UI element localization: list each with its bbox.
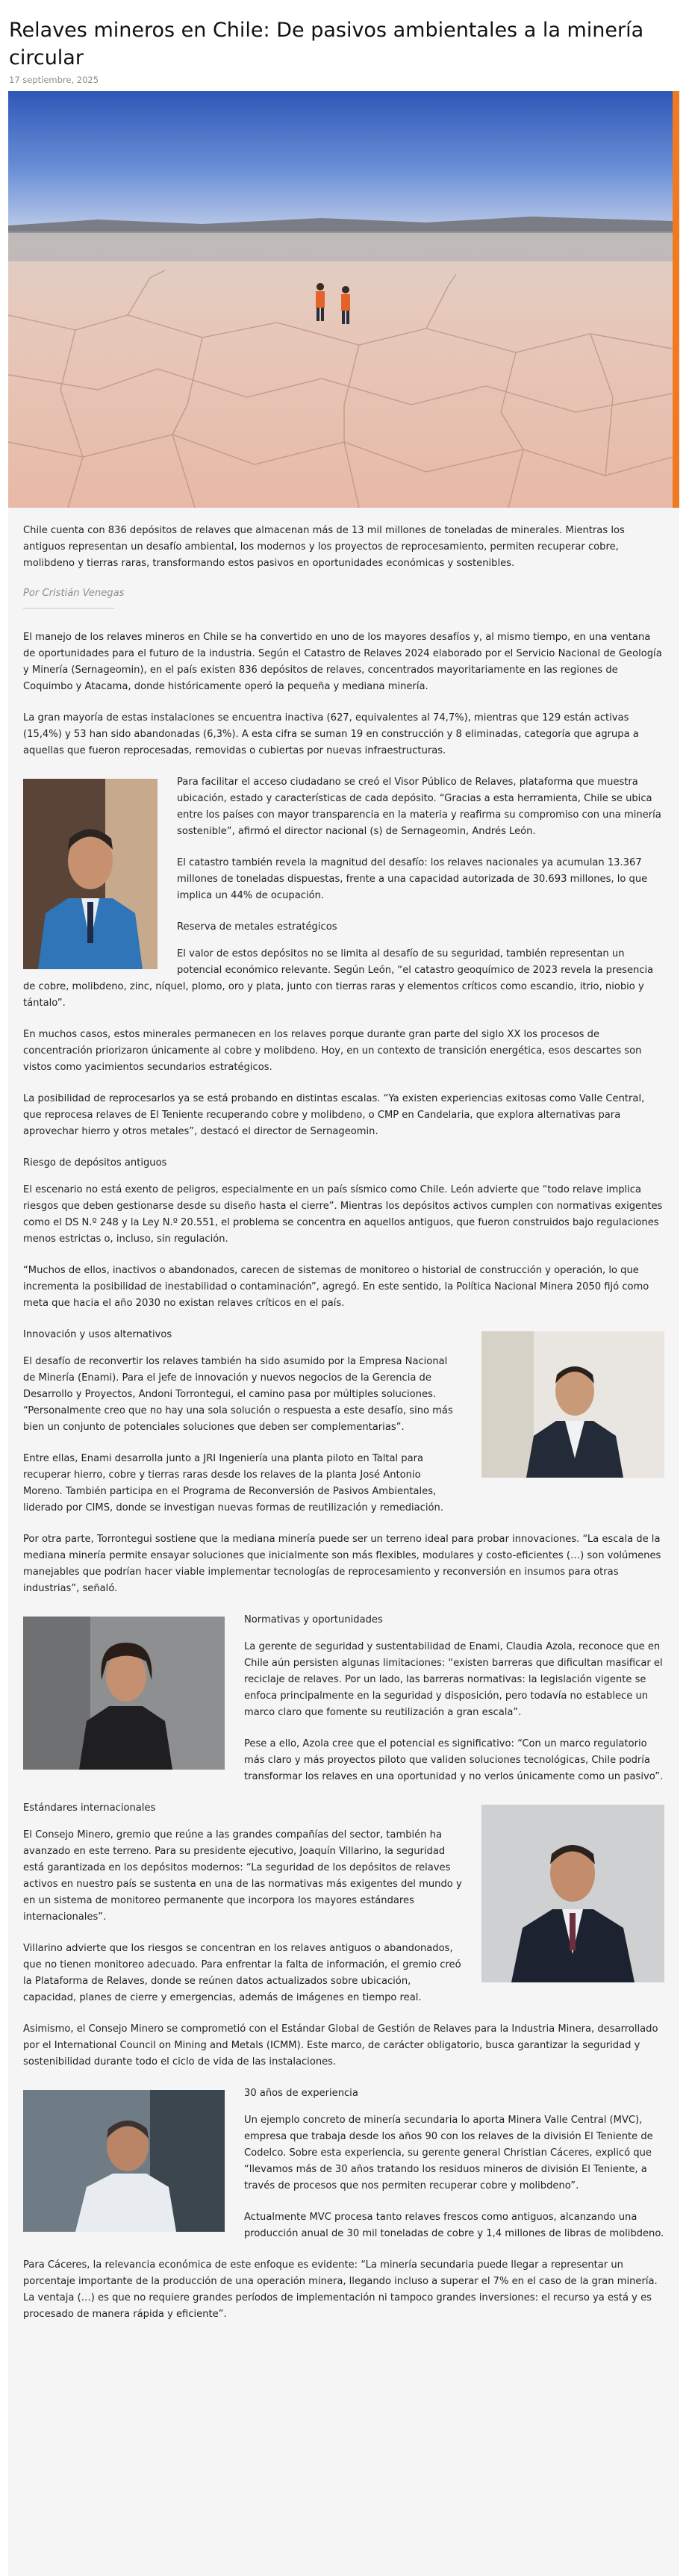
portrait-christian-caceres [23, 2090, 225, 2232]
article-header [0, 0, 689, 85]
portrait-joaquin-villarino [481, 1805, 664, 1982]
article-lead: Chile cuenta con 836 depósitos de relaves que almacenan más de 13 mil millones de toneladas de minerales. Mientras los antiguos representan un desafío ambiental, los modernos y los proyectos de reprocesamiento, permiten recuperar cobre, molibdeno y tierras raras, transformando estos pasivos en oportunidades económicas y sostenibles. [23, 525, 625, 569]
byline-divider [23, 608, 114, 609]
paragraph: Villarino advierte que los riesgos se concentran en los relaves antiguos o abandonados, que no tienen monitoreo adecuado. Para enfrentar la falta de información, el gremio creó la Plataforma de Relaves, donde se reúnen datos actualizados sobre ubicación, capacidad, planes de cierre y emergencias, además de imágenes en tiempo real. [23, 1943, 461, 2003]
paragraph: Para Cáceres, la relevancia económica de este enfoque es evidente: “La minería secundaria puede llegar a representar un porcentaje importante de la producción de una operación minera, llegando incluso a superar el 7% en el caso de la gran minería. La ventaja (…) es que no requiere grandes períodos de implementación ni tampoco grandes inversiones: el recurso ya está y es procesado de manera rápida y eficiente”. [23, 2259, 658, 2320]
article-byline: Por Cristián Venegas [23, 588, 125, 599]
man-in-white-shirt-icon [23, 2090, 225, 2232]
man-in-blue-suit-icon [23, 779, 158, 969]
accent-bar [673, 91, 679, 508]
section-heading: Normativas y oportunidades [244, 1614, 383, 1625]
paragraph: Un ejemplo concreto de minería secundaria lo aporta Minera Valle Central (MVC), empresa que trabaja desde los años 90 con los relaves de la división El Teniente de Codelco. Sobre esta experiencia, su gerente general Christian Cáceres, explicó que “llevamos más de 30 años tratando los residuos mineros de división El Teniente, a través de procesos que nos permiten recuperar cobre y molibdeno”. [244, 2115, 653, 2191]
portrait-claudia-azola [23, 1617, 225, 1770]
paragraph: El escenario no está exento de peligros, especialmente en un país sísmico como Chile. León advierte que “todo relave implica riesgos que deben gestionarse desde su diseño hasta el cierre”. Mientras los depósitos activos cumplen con normativas exigentes como el DS N.º 248 y la Ley N.º 20.551, el problema se concentra en aquellos antiguos, que fueron construidos bajo regulaciones menos estrictas o, incluso, sin regulación. [23, 1184, 663, 1245]
man-in-dark-suit-icon [481, 1331, 664, 1478]
paragraph: El Consejo Minero, gremio que reúne a las grandes compañías del sector, también ha avanzado en este terreno. Para su presidente ejecutivo, Joaquín Villarino, la seguridad está garantizada en los depósitos modernos: “La seguridad de los depósitos de relaves activos en nuestro país se sustenta en una de las normativas más exigentes del mundo y en un sistema de monitoreo permanente que incorpora los mayores estándares internacionales”. [23, 1829, 462, 1923]
paragraph: El valor de estos depósitos no se limita al desafío de su seguridad, también representan un potencial económico relevante. Según León, “el catastro geoquímico de 2023 revela la presencia de cobre, molibdeno, zinc, níquel, plomo, oro y plata, junto con tierras raras y elementos críticos como escandio, itrio, niobio y tántalo”. [23, 948, 654, 1009]
paragraph: El manejo de los relaves mineros en Chile se ha convertido en uno de los mayores desafíos y, al mismo tiempo, en una ventana de oportunidades para el futuro de la industria. Según el Catastro de Relaves 2024 elaborado por el Servicio Nacional de Geología y Minería (Sernageomin), en el país existen 836 depósitos de relaves, concentrados mayoritariamente en las regiones de Coquimbo y Atacama, donde históricamente operó la pequeña y mediana minería. [23, 632, 662, 692]
paragraph: Actualmente MVC procesa tanto relaves frescos como antiguos, alcanzando una producción anual de 30 mil toneladas de cobre y 1,4 millones de libras de molibdeno. [244, 2212, 664, 2239]
article-date: 17 septiembre, 2025 [9, 75, 99, 85]
article-title: Relaves mineros en Chile: De pasivos ambientales a la minería circular [9, 19, 644, 69]
paragraph: La posibilidad de reprocesarlos ya se está probando en distintas escalas. “Ya existen experiencias exitosas como Valle Central, que reprocesa relaves de El Teniente recuperando cobre y molibdeno, o CMP en Candelaria, que explora alternativas para aprovechar hierro y otros metales”, destacó el director de Sernageomin. [23, 1093, 645, 1137]
article-body [8, 508, 679, 2576]
paragraph: Por otra parte, Torrontegui sostiene que la mediana minería puede ser un terreno ideal para probar innovaciones. “La escala de la mediana minería permite ensayar soluciones que inicialmente son más flexibles, modulares y costo-eficientes (…) son volúmenes manejables que podrían hacer viable implementar tecnologías de reprocesamiento y reconversión en insumos para otras industrias”, señaló. [23, 1534, 661, 1594]
paragraph: Pese a ello, Azola cree que el potencial es significativo: “Con un marco regulatorio más claro y más proyectos piloto que validen soluciones tecnológicas, Chile podría transformar los relaves en una oportunidad y no verlos únicamente como un pasivo”. [244, 1738, 664, 1782]
paragraph: Entre ellas, Enami desarrolla junto a JRI Ingeniería una planta piloto en Taltal para recuperar hierro, cobre y tierras raras desde los relaves de la planta José Antonio Moreno. También participa en el Programa de Reconversión de Pasivos Ambientales, liderado por CIMS, donde se investigan nuevas formas de reutilización y remediación. [23, 1453, 443, 1513]
paragraph: El desafío de reconvertir los relaves también ha sido asumido por la Empresa Nacional de Minería (Enami). Para el jefe de innovación y nuevos negocios de la Gerencia de Desarrollo y Proyectos, Andoni Torrontegui, el camino pasa por múltiples soluciones. “Personalmente creo que no hay una sola solución o respuesta a este desafío, sino más bien un conjunto de potenciales soluciones que deben ser complementarias”. [23, 1356, 453, 1433]
section-heading: Riesgo de depósitos antiguos [23, 1157, 167, 1169]
paragraph: La gerente de seguridad y sustentabilidad de Enami, Claudia Azola, reconoce que en Chile aún persisten algunas limitaciones: “existen barreras que dificultan masificar el reciclaje de relaves. Por un lado, las barreras normativas: la legislación vigente se enfoca principalmente en la seguridad y disposición, pero todavía no establece un marco claro que fomente su reutilización a gran escala”. [244, 1641, 663, 1718]
paragraph: En muchos casos, estos minerales permanecen en los relaves porque durante gran parte del siglo XX los procesos de concentración priorizaron únicamente al cobre y molibdeno. Hoy, en un contexto de transición energética, esos descartes son vistos como yacimientos secundarios estratégicos. [23, 1029, 642, 1073]
woman-with-arms-crossed-icon [23, 1617, 225, 1770]
hero-image [8, 91, 679, 508]
section-heading: Innovación y usos alternativos [23, 1329, 172, 1340]
section-heading: 30 años de experiencia [244, 2088, 358, 2099]
salt-flat-icon [8, 91, 673, 508]
section-heading: Reserva de metales estratégicos [177, 921, 337, 933]
paragraph: Para facilitar el acceso ciudadano se creó el Visor Público de Relaves, plataforma que muestra ubicación, estado y características de cada depósito. “Gracias a esta herramienta, Chile se ubica entre los países con mayor transparencia en la materia y reafirma su compromiso con una minería sostenible”, afirmó el director nacional (s) de Sernageomin, Andrés León. [177, 777, 661, 837]
paragraph: El catastro también revela la magnitud del desafío: los relaves nacionales ya acumulan 13.367 millones de toneladas dispuestas, frente a una capacidad autorizada de 30.693 millones, lo que implica un 44% de ocupación. [177, 857, 648, 901]
portrait-andoni-torrontegui [481, 1331, 664, 1478]
man-in-suit-grey-background-icon [481, 1805, 664, 1982]
paragraph: La gran mayoría de estas instalaciones se encuentra inactiva (627, equivalentes al 74,7%), mientras que 129 están activas (15,4%) y 53 han sido abandonadas (6,3%). A esta cifra se suman 19 en construcción y 8 eliminadas, categoría que agrupa a aquellas que fueron reprocesadas, removidas o cubiertas por nuevas infraestructuras. [23, 712, 639, 756]
paragraph: Asimismo, el Consejo Minero se comprometió con el Estándar Global de Gestión de Relaves para la Industria Minera, desarrollado por el International Council on Mining and Metals (ICMM). Este marco, de carácter obligatorio, busca garantizar la seguridad y sostenibilidad durante todo el ciclo de vida de las instalaciones. [23, 2023, 658, 2068]
portrait-andres-leon [23, 779, 158, 969]
section-heading: Estándares internacionales [23, 1802, 156, 1814]
paragraph: “Muchos de ellos, inactivos o abandonados, carecen de sistemas de monitoreo o historial de construcción y operación, lo que incrementa la posibilidad de inestabilidad o contaminación”, agregó. En este sentido, la Política Nacional Minera 2050 fijó como meta que hacia el año 2030 no existan relaves críticos en el país. [23, 1265, 649, 1309]
